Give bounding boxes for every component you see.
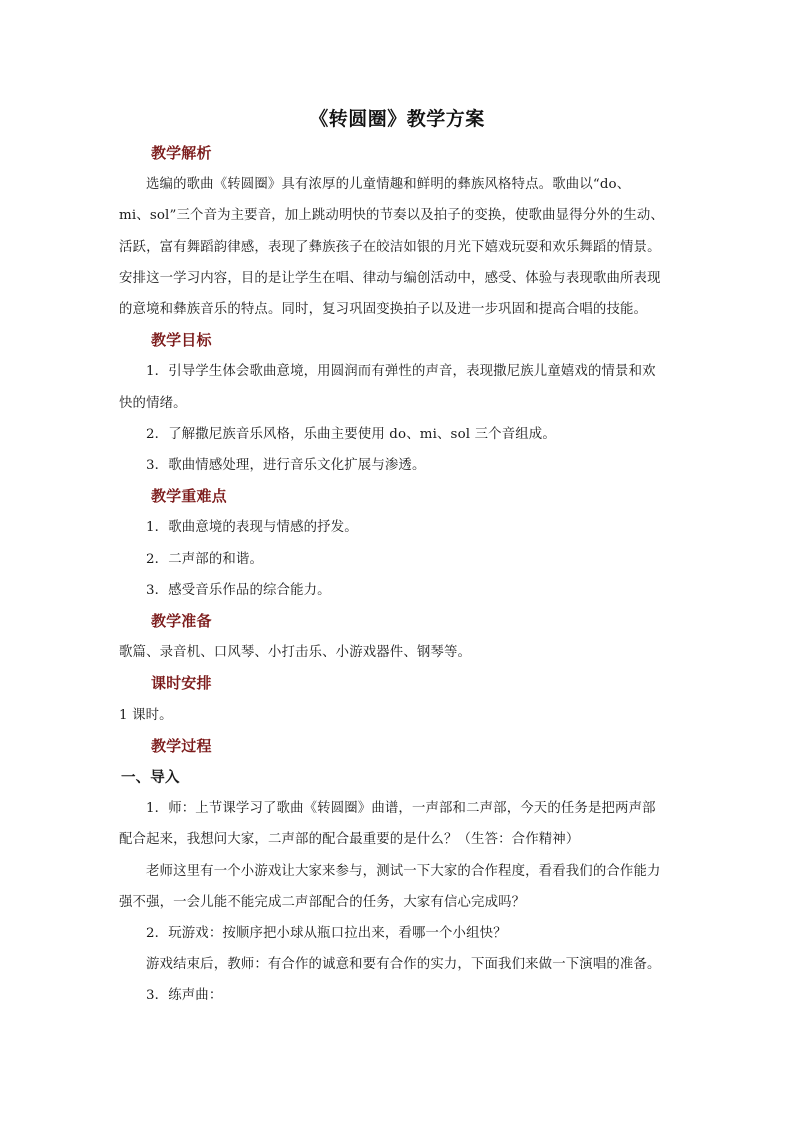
paragraph-line: 1．师：上节课学习了歌曲《转圆圈》曲谱，一声部和二声部，今天的任务是把两声部: [146, 801, 656, 817]
document-body: [119, 100, 675, 1012]
list-item: 3．感受音乐作品的综合能力。: [146, 582, 331, 598]
section-heading-process: 教学过程: [151, 736, 212, 755]
list-item: 2．了解撒尼族音乐风格，乐曲主要使用 do、mi、sol 三个音组成。: [146, 426, 556, 442]
subsection-heading-intro: 一、导入: [121, 769, 180, 787]
section-heading-analysis: 教学解析: [151, 144, 212, 162]
paragraph-line: 老师这里有一个小游戏让大家来参与，测试一下大家的合作程度，看看我们的合作能力: [146, 863, 661, 879]
paragraph-line: 活跃，富有舞蹈韵律感，表现了彝族孩子在皎洁如银的月光下嬉戏玩耍和欢乐舞蹈的情景。: [119, 239, 661, 255]
section-heading-schedule: 课时安排: [151, 674, 212, 693]
paragraph-line: mi、sol”三个音为主要音，加上跳动明快的节奏以及拍子的变换，使歌曲显得分外的生动、: [119, 208, 664, 224]
paragraph-line: 安排这一学习内容，目的是让学生在唱、律动与编创活动中，感受、体验与表现歌曲所表现: [119, 270, 661, 286]
paragraph-line: 歌篇、录音机、口风琴、小打击乐、小游戏器件、钢琴等。: [119, 645, 472, 661]
document-title: 《转圆圈》教学方案: [309, 108, 485, 130]
list-item: 1．歌曲意境的表现与情感的抒发。: [146, 520, 358, 536]
list-item-continuation: 快的情绪。: [119, 395, 187, 411]
paragraph-line: 2．玩游戏：按顺序把小球从瓶口拉出来，看哪一个小组快？: [146, 926, 507, 942]
section-heading-preparation: 教学准备: [151, 612, 212, 631]
section-heading-goals: 教学目标: [151, 331, 212, 350]
paragraph-line: 的意境和彝族音乐的特点。同时，复习巩固变换拍子以及进一步巩固和提高合唱的技能。: [119, 302, 648, 318]
paragraph-line: 强不强，一会儿能不能完成二声部配合的任务，大家有信心完成吗？: [119, 894, 526, 910]
list-item: 1．引导学生体会歌曲意境，用圆润而有弹性的声音，表现撒尼族儿童嬉戏的情景和欢: [146, 364, 656, 380]
list-item: 3．歌曲情感处理，进行音乐文化扩展与渗透。: [146, 458, 426, 474]
paragraph-line: 3．练声曲：: [146, 988, 223, 1004]
paragraph-line: 选编的歌曲《转圆圈》具有浓厚的儿童情趣和鲜明的彝族风格特点。歌曲以“do、: [146, 177, 631, 193]
section-heading-key-points: 教学重难点: [151, 487, 227, 506]
paragraph-line: 配合起来，我想问大家，二声部的配合最重要的是什么？（生答：合作精神）: [119, 832, 580, 848]
paragraph-line: 游戏结束后，教师：有合作的诚意和要有合作的实力，下面我们来做一下演唱的准备。: [146, 957, 661, 973]
paragraph-line: 1 课时。: [119, 707, 173, 723]
list-item: 2．二声部的和谐。: [146, 551, 263, 567]
